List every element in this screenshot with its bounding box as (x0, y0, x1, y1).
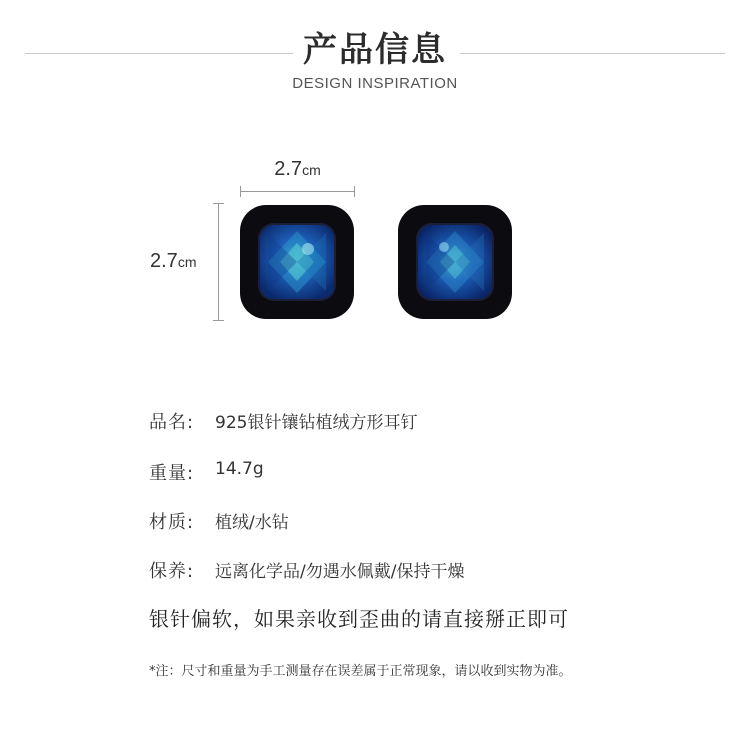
info-row-name (149, 408, 418, 434)
info-key: 材质: (149, 512, 195, 533)
height-unit: cm (177, 254, 197, 270)
note-disclaimer: *注：尺寸和重量为手工测量存在误差属于正常现象，请以收到实物为准。 (149, 664, 572, 679)
width-unit: cm (302, 162, 321, 178)
info-value: 植绒/水钻 (215, 513, 289, 533)
height-dimension-line (218, 203, 219, 320)
info-key: 保养: (149, 561, 195, 582)
height-dimension-tick-end (213, 320, 224, 321)
info-value: 远离化学品/勿遇水佩戴/保持干燥 (215, 562, 465, 582)
width-dimension-line (240, 191, 355, 192)
info-row-weight (149, 459, 264, 485)
width-value: 2.7 (274, 158, 303, 180)
info-value: 925银针镶钻植绒方形耳钉 (215, 413, 418, 433)
height-dimension-label (150, 250, 196, 273)
height-dimension-tick-start (213, 203, 224, 204)
page-subtitle: DESIGN INSPIRATION (292, 75, 458, 92)
info-value: 14.7g (215, 459, 264, 479)
info-row-care (149, 557, 465, 583)
height-value: 2.7 (150, 250, 178, 272)
note-main: 银针偏软，如果亲收到歪曲的请直接掰正即可 (149, 607, 569, 631)
earring-image-right (396, 203, 514, 321)
width-dimension-tick-start (240, 186, 241, 197)
info-key: 品名: (149, 412, 195, 433)
width-dimension-tick-end (354, 186, 355, 197)
info-key: 重量: (149, 463, 195, 484)
width-dimension-label (240, 158, 355, 181)
info-row-material (149, 508, 289, 534)
earring-image-left (238, 203, 356, 321)
page-title: 产品信息 (303, 30, 447, 70)
